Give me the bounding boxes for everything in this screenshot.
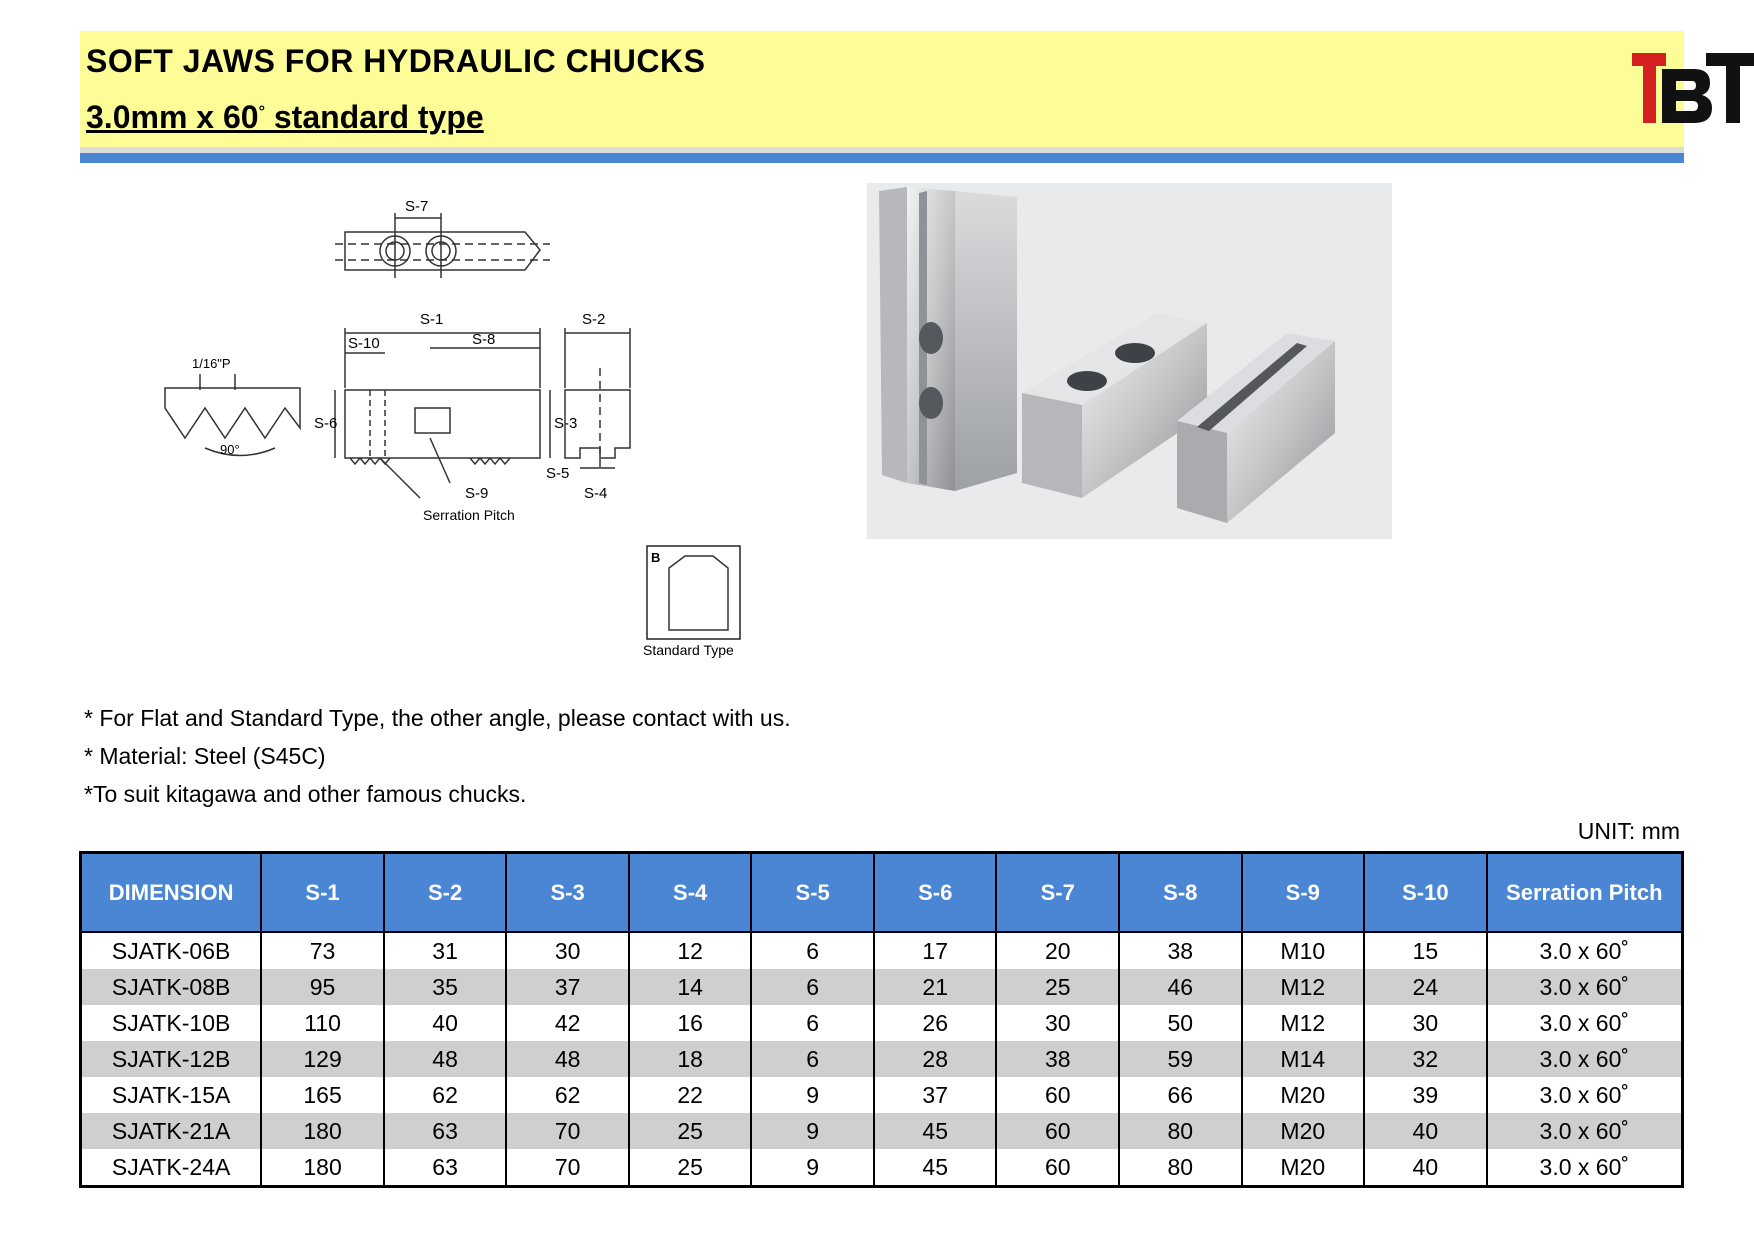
table-cell: 73	[261, 932, 384, 969]
table-cell: 40	[1364, 1113, 1487, 1149]
table-cell: 31	[384, 932, 507, 969]
column-header: S-10	[1364, 853, 1487, 933]
table-cell: 129	[261, 1041, 384, 1077]
table-row	[81, 1005, 1683, 1041]
standard-type-box	[647, 546, 740, 639]
table-row	[81, 1113, 1683, 1149]
table-cell: 9	[751, 1077, 874, 1113]
model-cell: SJATK-08B	[81, 969, 262, 1005]
label-s4: S-4	[584, 485, 608, 502]
label-s2: S-2	[582, 311, 606, 328]
label-s10: S-10	[348, 335, 380, 352]
table-cell: 26	[874, 1005, 997, 1041]
table-cell: M20	[1242, 1149, 1365, 1187]
column-header: Serration Pitch	[1487, 853, 1683, 933]
table-cell: 38	[996, 1041, 1119, 1077]
table-cell: 9	[751, 1113, 874, 1149]
table-cell: M10	[1242, 932, 1365, 969]
table-cell: 12	[629, 932, 752, 969]
table-cell: 18	[629, 1041, 752, 1077]
column-header: S-7	[996, 853, 1119, 933]
label-s1: S-1	[420, 311, 444, 328]
table-cell: 60	[996, 1077, 1119, 1113]
table-cell: 37	[506, 969, 629, 1005]
table-cell: 165	[261, 1077, 384, 1113]
table-cell: 45	[874, 1113, 997, 1149]
model-cell: SJATK-10B	[81, 1005, 262, 1041]
top-view	[335, 213, 550, 278]
table-cell: 59	[1119, 1041, 1242, 1077]
end-view	[565, 328, 630, 468]
table-cell: 32	[1364, 1041, 1487, 1077]
table-cell: 9	[751, 1149, 874, 1187]
table-cell: 37	[874, 1077, 997, 1113]
column-header: S-9	[1242, 853, 1365, 933]
table-cell: 50	[1119, 1005, 1242, 1041]
table-row	[81, 932, 1683, 969]
table-cell: 80	[1119, 1149, 1242, 1187]
table-cell: 3.0 x 60˚	[1487, 969, 1683, 1005]
title-banner	[80, 31, 1684, 147]
table-cell: M20	[1242, 1077, 1365, 1113]
table-cell: 22	[629, 1077, 752, 1113]
table-cell: M12	[1242, 1005, 1365, 1041]
table-cell: 30	[1364, 1005, 1487, 1041]
subtitle-degree: °	[258, 103, 265, 121]
table-cell: 62	[506, 1077, 629, 1113]
table-row	[81, 1041, 1683, 1077]
table-cell: 180	[261, 1113, 384, 1149]
table-cell: M14	[1242, 1041, 1365, 1077]
table-cell: 28	[874, 1041, 997, 1077]
note-line: *To suit kitagawa and other famous chucks.	[84, 781, 527, 807]
table-cell: 30	[996, 1005, 1119, 1041]
table-cell: 14	[629, 969, 752, 1005]
table-cell: 24	[1364, 969, 1487, 1005]
dimensions-table	[79, 851, 1684, 1188]
table-cell: 20	[996, 932, 1119, 969]
table-cell: 17	[874, 932, 997, 969]
subtitle-main: 3.0mm x 60	[86, 99, 259, 135]
note-line: * Material: Steel (S45C)	[84, 743, 326, 769]
table-cell: 3.0 x 60˚	[1487, 932, 1683, 969]
table-cell: 62	[384, 1077, 507, 1113]
table-cell: 3.0 x 60˚	[1487, 1149, 1683, 1187]
column-header: S-5	[751, 853, 874, 933]
product-photo	[867, 183, 1392, 539]
table-cell: 180	[261, 1149, 384, 1187]
column-header: S-4	[629, 853, 752, 933]
table-cell: 6	[751, 1005, 874, 1041]
table-cell: 3.0 x 60˚	[1487, 1077, 1683, 1113]
table-cell: 63	[384, 1149, 507, 1187]
table-cell: 63	[384, 1113, 507, 1149]
table-cell: 3.0 x 60˚	[1487, 1005, 1683, 1041]
model-cell: SJATK-21A	[81, 1113, 262, 1149]
table-cell: 45	[874, 1149, 997, 1187]
table-cell: 48	[384, 1041, 507, 1077]
page-subtitle	[86, 99, 484, 136]
column-header: S-1	[261, 853, 384, 933]
table-cell: 15	[1364, 932, 1487, 969]
unit-label: UNIT: mm	[1577, 818, 1680, 844]
column-header: S-8	[1119, 853, 1242, 933]
table-cell: 38	[1119, 932, 1242, 969]
table-cell: 66	[1119, 1077, 1242, 1113]
table-cell: 25	[996, 969, 1119, 1005]
label-standard-type: Standard Type	[643, 642, 734, 658]
label-pitch: 1/16"P	[192, 356, 231, 371]
column-header: S-3	[506, 853, 629, 933]
column-header: S-6	[874, 853, 997, 933]
header-divider-blue	[80, 153, 1684, 163]
column-header: DIMENSION	[81, 853, 262, 933]
table-cell: 48	[506, 1041, 629, 1077]
model-cell: SJATK-06B	[81, 932, 262, 969]
label-b: B	[651, 550, 661, 565]
table-cell: 6	[751, 932, 874, 969]
table-cell: 6	[751, 1041, 874, 1077]
table-cell: 39	[1364, 1077, 1487, 1113]
label-s8: S-8	[472, 331, 496, 348]
table-row	[81, 1149, 1683, 1187]
table-row	[81, 969, 1683, 1005]
table-cell: 40	[384, 1005, 507, 1041]
table-cell: M20	[1242, 1113, 1365, 1149]
label-s9: S-9	[465, 485, 489, 502]
table-cell: 46	[1119, 969, 1242, 1005]
table-cell: 6	[751, 969, 874, 1005]
label-s7: S-7	[405, 198, 429, 215]
label-serration: Serration Pitch	[423, 507, 515, 523]
table-cell: M12	[1242, 969, 1365, 1005]
table-cell: 16	[629, 1005, 752, 1041]
column-header: S-2	[384, 853, 507, 933]
subtitle-rest: standard type	[264, 99, 484, 135]
technical-drawing	[80, 178, 780, 678]
table-cell: 110	[261, 1005, 384, 1041]
table-cell: 95	[261, 969, 384, 1005]
table-cell: 25	[629, 1113, 752, 1149]
label-s6: S-6	[314, 415, 338, 432]
table-row	[81, 1077, 1683, 1113]
label-s3: S-3	[554, 415, 578, 432]
table-cell: 25	[629, 1149, 752, 1187]
table-header-row	[81, 853, 1683, 933]
model-cell: SJATK-15A	[81, 1077, 262, 1113]
label-angle: 90°	[220, 442, 240, 457]
notes-block	[84, 702, 791, 816]
table-cell: 40	[1364, 1149, 1487, 1187]
table-cell: 42	[506, 1005, 629, 1041]
model-cell: SJATK-12B	[81, 1041, 262, 1077]
table-cell: 35	[384, 969, 507, 1005]
table-cell: 30	[506, 932, 629, 969]
model-cell: SJATK-24A	[81, 1149, 262, 1187]
table-cell: 70	[506, 1149, 629, 1187]
table-cell: 60	[996, 1149, 1119, 1187]
table-cell: 3.0 x 60˚	[1487, 1113, 1683, 1149]
label-s5: S-5	[546, 465, 570, 482]
table-cell: 60	[996, 1113, 1119, 1149]
table-cell: 70	[506, 1113, 629, 1149]
page-title: SOFT JAWS FOR HYDRAULIC CHUCKS	[86, 43, 706, 79]
side-view	[335, 328, 550, 498]
tbt-logo	[1632, 45, 1754, 125]
table-cell: 3.0 x 60˚	[1487, 1041, 1683, 1077]
table-cell: 21	[874, 969, 997, 1005]
table-cell: 80	[1119, 1113, 1242, 1149]
note-line: * For Flat and Standard Type, the other angle, please contact with us.	[84, 705, 791, 731]
